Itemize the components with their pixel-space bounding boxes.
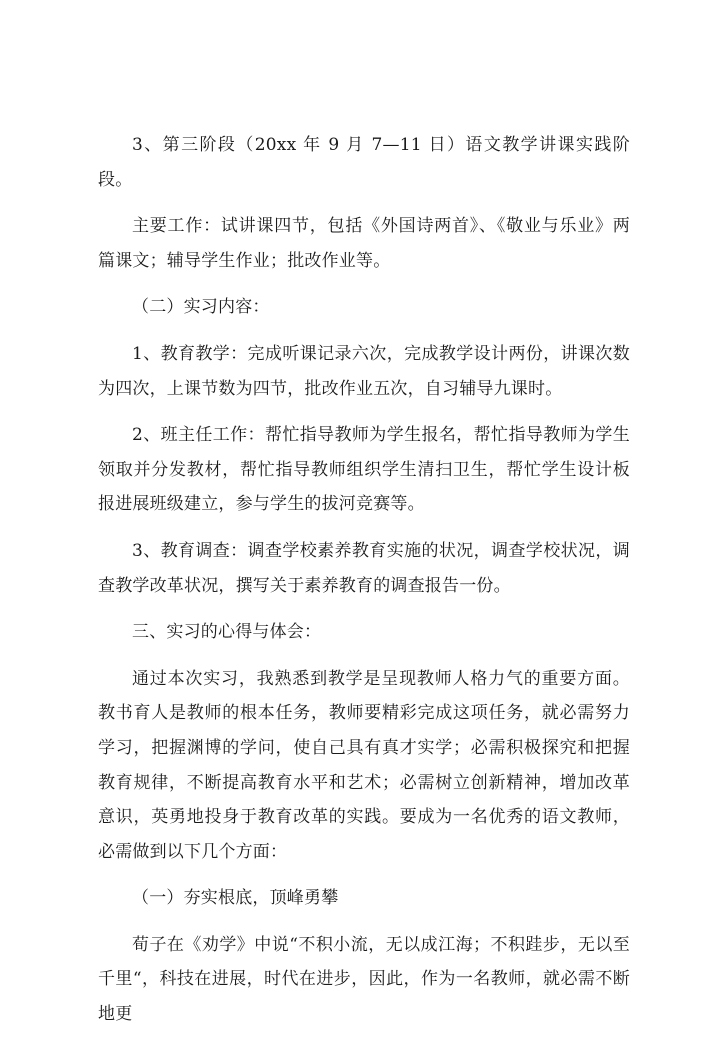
heading-reflections: 三、实习的心得与体会： [132, 622, 322, 643]
paragraph-teaching: 1、教育教学：完成听课记录六次，完成教学设计两份，讲课次数为四次，上课节数为四节，批改作业五次，自习辅导九课时。 [98, 343, 630, 399]
paragraph-class-teacher-work: 2、班主任工作：帮忙指导教师为学生报名，帮忙指导教师为学生领取并分发教材，帮忙指导教师组织学生清扫卫生，帮忙学生设计板报进展班级建立，参与学生的拔河竞赛等。 [98, 425, 630, 515]
paragraph-stage-three: 3、第三阶段（20xx 年 9 月 7—11 日）语文教学讲课实践阶段。 [98, 135, 630, 190]
paragraph-reflection-body: 通过本次实习，我熟悉到教学是呈现教师人格力气的重要方面。教书育人是教师的根本任务，教师要精彩完成这项任务，就必需努力学习，把握渊博的学问，使自己具有真才实学；必需积极探究和把握教育规律，不断提高教育水平和艺术；必需树立创新精神，增加改革意识，英勇地投身于教育改革的实践。要成为一名优秀的语文教师，必需做到以下几个方面： [98, 668, 630, 862]
heading-solid-foundation: （一）夯实根底，顶峰勇攀 [132, 888, 339, 909]
document-body [98, 128, 630, 1044]
heading-internship-content: （二）实习内容： [132, 297, 270, 318]
paragraph-education-survey: 3、教育调查：调查学校素养教育实施的状况，调查学校状况，调查教学改革状况，撰写关于素养教育的调查报告一份。 [98, 540, 630, 596]
paragraph-main-work: 主要工作：试讲课四节，包括《外国诗两首》、《敬业与乐业》两篇课文；辅导学生作业；批改作业等。 [98, 216, 630, 271]
paragraph-xunzi-quote: 荀子在《劝学》中说“不积小流，无以成江海；不积跬步，无以至千里“，科技在进展，时代在进步，因此，作为一名教师，就必需不断地更 [98, 934, 630, 1025]
